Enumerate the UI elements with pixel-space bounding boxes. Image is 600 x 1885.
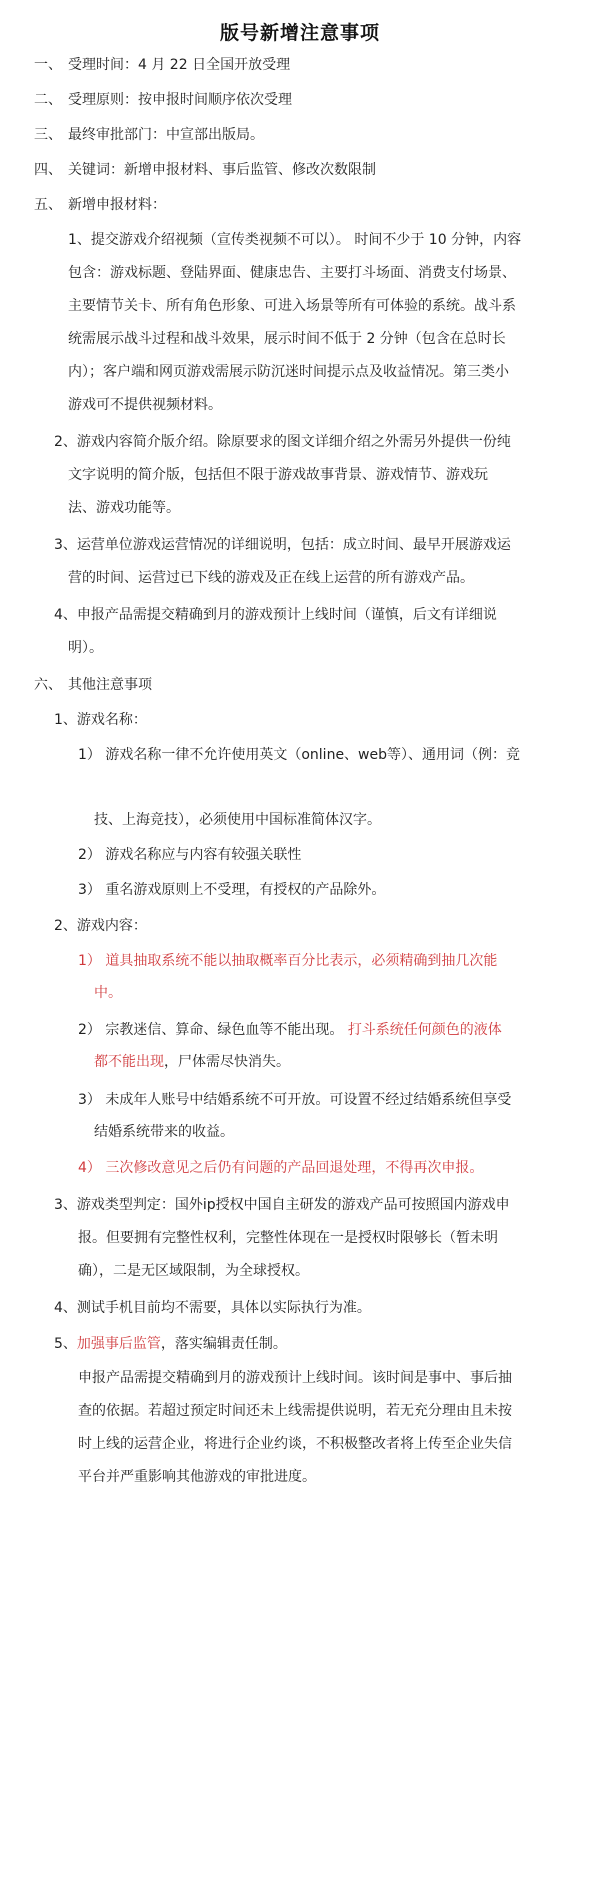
highlight-text: 打斗系统任何颜色的液体	[347, 1022, 502, 1038]
list-item-text: ，尸体需尽快消失。	[164, 1054, 290, 1070]
item-number: 5、	[54, 1336, 77, 1352]
list-item-continuation	[94, 1052, 290, 1072]
section-number: 五、	[34, 197, 62, 213]
paragraph-line: 申报产品需提交精确到月的游戏预计上线时间。该时间是事中、事后抽	[78, 1370, 512, 1386]
section-text: 关键词：新增申报材料、事后监管、修改次数限制	[68, 162, 376, 178]
paragraph-line: 主要情节关卡、所有角色形象、可进入场景等所有可体验的系统。战斗系	[68, 298, 516, 314]
section-number: 一、	[34, 57, 62, 73]
list-item: 3） 未成年人账号中结婚系统不可开放。可设置不经过结婚系统但享受	[78, 1092, 512, 1108]
section-number: 三、	[34, 127, 62, 143]
list-item: 3） 重名游戏原则上不受理，有授权的产品除外。	[78, 882, 386, 898]
item-text: ，落实编辑责任制。	[160, 1336, 287, 1352]
paragraph-line: 时上线的运营企业，将进行企业约谈，不积极整改者将上传至企业失信	[78, 1436, 512, 1452]
list-item	[78, 1020, 502, 1040]
paragraph-line: 确），二是无区域限制，为全球授权。	[78, 1263, 309, 1279]
paragraph-line: 2、游戏内容简介版介绍。除原要求的图文详细介绍之外需另外提供一份纯	[54, 434, 511, 450]
subsection-heading	[54, 1334, 287, 1354]
paragraph-line: 营的时间、运营过已下线的游戏及正在线上运营的所有游戏产品。	[68, 570, 474, 586]
paragraph-line: 游戏可不提供视频材料。	[68, 397, 222, 413]
subsection-heading: 1、游戏名称：	[54, 712, 147, 728]
subsection-heading: 2、游戏内容：	[54, 918, 147, 934]
page-title: 版号新增注意事项	[219, 22, 380, 44]
highlight-list-item: 4） 三次修改意见之后仍有问题的产品回退处理，不得再次申报。	[78, 1160, 484, 1176]
paragraph-line: 4、测试手机目前均不需要，具体以实际执行为准。	[54, 1300, 371, 1316]
list-item-text: 2） 宗教迷信、算命、绿色血等不能出现。	[78, 1022, 348, 1038]
paragraph-line: 平台并严重影响其他游戏的审批进度。	[78, 1469, 316, 1485]
highlight-list-item-continuation: 中。	[94, 985, 122, 1001]
section-number: 二、	[34, 92, 62, 108]
paragraph-line: 包含：游戏标题、登陆界面、健康忠告、主要打斗场面、消费支付场景、	[68, 265, 516, 281]
paragraph-line: 3、游戏类型判定：国外ip授权中国自主研发的游戏产品可按照国内游戏申	[54, 1197, 510, 1213]
section-text: 受理原则：按申报时间顺序依次受理	[68, 92, 292, 108]
highlight-text: 加强事后监管	[76, 1336, 161, 1352]
paragraph-line: 明）。	[68, 640, 103, 656]
paragraph-line: 内）；客户端和网页游戏需展示防沉迷时间提示点及收益情况。第三类小	[68, 364, 509, 380]
paragraph-line: 文字说明的简介版，包括但不限于游戏故事背景、游戏情节、游戏玩	[68, 467, 488, 483]
section-text: 最终审批部门：中宣部出版局。	[68, 127, 264, 143]
section-number: 六、	[34, 677, 62, 693]
paragraph-line: 统需展示战斗过程和战斗效果，展示时间不低于 2 分钟（包含在总时长	[68, 331, 506, 347]
paragraph-line: 法、游戏功能等。	[68, 500, 180, 516]
section-text: 其他注意事项	[68, 677, 152, 693]
highlight-list-item: 1） 道具抽取系统不能以抽取概率百分比表示，必须精确到抽几次能	[78, 953, 498, 969]
section-text: 新增申报材料：	[68, 197, 166, 213]
section-text: 受理时间：4 月 22 日全国开放受理	[68, 57, 291, 73]
paragraph-line: 报。但要拥有完整性权利，完整性体现在一是授权时限够长（暂未明	[78, 1230, 498, 1246]
list-item-continuation: 结婚系统带来的收益。	[94, 1124, 234, 1140]
section-number: 四、	[34, 162, 62, 178]
paragraph-line: 4、申报产品需提交精确到月的游戏预计上线时间（谨慎，后文有详细说	[54, 607, 497, 623]
paragraph-line: 1、提交游戏介绍视频（宣传类视频不可以）。 时间不少于 10 分钟，内容	[68, 232, 522, 248]
paragraph-line: 3、运营单位游戏运营情况的详细说明，包括：成立时间、最早开展游戏运	[54, 537, 511, 553]
list-item: 1） 游戏名称一律不允许使用英文（online、web等）、通用词（例：竞	[78, 747, 521, 763]
highlight-text: 都不能出现	[94, 1054, 164, 1070]
list-item: 2） 游戏名称应与内容有较强关联性	[78, 847, 302, 863]
list-item-continuation: 技、上海竞技），必须使用中国标准简体汉字。	[94, 812, 381, 828]
paragraph-line: 查的依据。若超过预定时间还未上线需提供说明，若无充分理由且未按	[78, 1403, 512, 1419]
